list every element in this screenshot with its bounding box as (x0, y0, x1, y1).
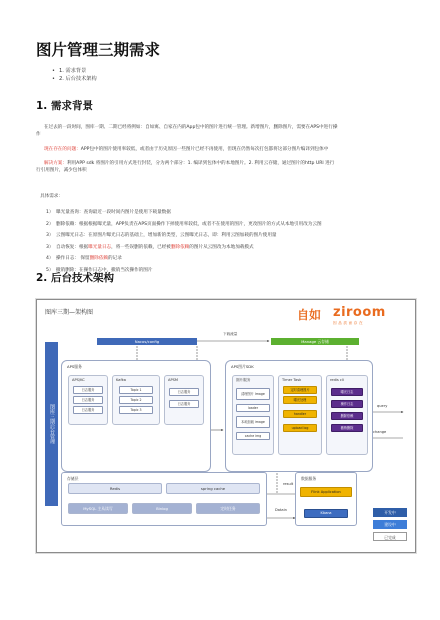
pill: Topic 3 (119, 406, 153, 414)
background-paragraph-cont (36, 131, 41, 138)
section-heading-architecture: 2. 后台技术架构 (36, 272, 114, 284)
requirement-number: 2） (46, 221, 54, 227)
aps-sdk-box (225, 360, 373, 472)
section-heading-background: 1. 需求背景 (36, 100, 93, 112)
timer-task-group (278, 375, 322, 455)
aps-kc-group (68, 375, 108, 425)
redis-bar: Redis (68, 483, 162, 494)
requirement-number: 1） (46, 210, 54, 215)
group-label: Kafka (116, 378, 126, 382)
pill: 清理图片 Image (236, 388, 270, 400)
spring-cache-bar: spring cache (166, 483, 260, 494)
toc-item[interactable]: • 1. 需求背景 (52, 68, 97, 76)
requirement-text: 的图片从云图改为本地加载模式 (189, 244, 254, 250)
storage-title: 存储层 (67, 476, 79, 481)
sdk-box-title: APS图片SDK (231, 364, 254, 369)
problem-label: 现在存在的问题： (44, 147, 81, 152)
nacos-config-bar: Nacos/config (97, 338, 197, 345)
diagram-title: 图库三期—架构图 (45, 309, 94, 316)
edge-label-change: change (373, 430, 387, 434)
brand-slogan: 因品质而存在 (333, 321, 365, 325)
pill: 曝光处理 (283, 396, 317, 404)
paragraph-text: 行引用图片，减少包体积 (36, 168, 87, 173)
requirement-text: ，将一些误删的依赖，已经被 (111, 244, 171, 250)
requirement-item (46, 207, 322, 219)
pill: upload log (283, 424, 317, 432)
legend-item-in-dev: 开发中 (373, 508, 407, 517)
requirement-text: 云图曝光日志：在原图片曝光日志的基础上，增加新的类型，云图曝光日志，即：利用云图加载的图片使用量 (56, 233, 277, 238)
requirement-highlight: 曝光量日志 (88, 244, 112, 250)
requirement-number: 4） (46, 256, 54, 261)
brand-en: ziroom (333, 305, 386, 320)
solution-label: 解决方案： (44, 161, 67, 166)
requirement-text: 自动恢复：根据 (56, 244, 89, 250)
pill: 日志服务 (73, 396, 103, 404)
pill: 操作日志 (331, 400, 363, 408)
pill: 本地加载 image (236, 416, 270, 428)
manage-cloud-bar: Manage 云存储 (271, 338, 359, 345)
pill: 删除依赖 (331, 412, 363, 420)
solution-paragraph-cont (36, 167, 87, 174)
pill: 撤销删除 (331, 424, 363, 432)
requirement-number: 5） (46, 267, 54, 273)
edge-label-result: result (283, 482, 294, 486)
edge-label-query: query (377, 404, 388, 408)
problem-paragraph (44, 146, 414, 153)
requirement-highlight: 删除依赖 (89, 256, 109, 261)
kafka-group (112, 375, 160, 425)
storage-layer-box (61, 472, 267, 526)
storage-bar-item: MySQL 主从读写 (68, 503, 128, 514)
specific-label: 具体需求： (40, 194, 63, 199)
flink-application-pill: Flink Application (300, 487, 352, 497)
pill: 日志服务 (73, 406, 103, 414)
requirement-item (46, 219, 322, 231)
data-service-title: 数据服务 (301, 476, 317, 481)
group-label: redis cli (330, 378, 344, 382)
legend-item-building: 建设中 (373, 520, 407, 529)
architecture-diagram (36, 299, 416, 553)
requirement-text: 删除依赖：根据根据曝光量，APP负责在APS页面操作下掉使用率较低，或者不在使用的图片，更改图片的方式从本地引用改为云图 (56, 221, 322, 227)
storage-bar-item: 定时任务 (196, 503, 260, 514)
pill: loader (236, 404, 270, 412)
apsm-group (164, 375, 204, 425)
pill: 日志服务 (169, 388, 199, 396)
problem-text: APP包中的图片使用率较低，或者由于历史原因一些图片已经不再使用，但现在仍然每次打包都将这部分图片编译到包体中 (80, 147, 329, 152)
side-lane-label: 图库三期后台管理 (45, 342, 58, 506)
pill: handler (283, 410, 317, 418)
kibana-pill: Kibana (304, 509, 348, 518)
pill: 曝光日志 (331, 388, 363, 396)
toc-item[interactable]: • 2. 后台技术架构 (52, 76, 97, 84)
edge-label-download: 下载流量 (223, 332, 238, 336)
table-of-contents (52, 68, 97, 83)
paragraph-text: 在过去的一段时间，图库一期、二期已经将例如：自如寓、自家在内的App包中的图片进行统一管理。新增图片，删除图片，需要在APS中进行操 (44, 125, 338, 130)
group-label: APS/KC (72, 378, 85, 382)
solution-paragraph (44, 160, 414, 167)
aps-service-box (61, 360, 211, 472)
requirement-text: 撤销删除：在操作日志中，撤销当次操作的图片 (56, 267, 153, 273)
pill: 定时清理图片 (283, 386, 317, 394)
pill: 日志服务 (169, 400, 199, 408)
data-service-box (295, 472, 357, 526)
storage-bar-item: Binlog (132, 503, 192, 514)
requirement-item (46, 253, 322, 265)
pill: 日志服务 (73, 386, 103, 394)
image-service-group (232, 375, 274, 455)
edge-label-datain: Datain (275, 508, 287, 512)
requirements-list (46, 207, 322, 276)
pill: Topic 2 (119, 396, 153, 404)
background-paragraph (44, 124, 414, 131)
pill: cache img (236, 432, 270, 440)
requirement-highlight: 删除依赖 (170, 244, 190, 250)
aps-box-title: APS服务 (67, 364, 82, 369)
group-label: APSM (168, 378, 179, 382)
requirement-number: 3） (46, 244, 54, 250)
group-label: 图片服务 (236, 378, 251, 382)
brand-cn: 自如 (297, 308, 322, 322)
paragraph-text: 作 (36, 132, 41, 137)
requirement-item (46, 230, 322, 242)
redis-cli-group (326, 375, 368, 455)
requirement-text: 操作日志： 保留 (56, 256, 90, 261)
requirement-item (46, 242, 322, 254)
solution-text: 利用APP sdk 将图片的引用方式进行封装，分为两个部分：1. 编译到包体中的本地图片。2. 利用云存储，通过图片的http URl 进行 (66, 161, 335, 166)
pill: Topic 1 (119, 386, 153, 394)
requirement-text: 曝光量查询：查询最近一段时间内图片是使用下载量数据 (56, 210, 171, 215)
requirement-number: 3） (46, 233, 54, 238)
legend-item-done: 已完成 (373, 532, 407, 541)
group-label: Timer Task (282, 378, 302, 382)
page-title: 图片管理三期需求 (36, 41, 161, 59)
requirement-text: 的记录 (108, 256, 122, 261)
